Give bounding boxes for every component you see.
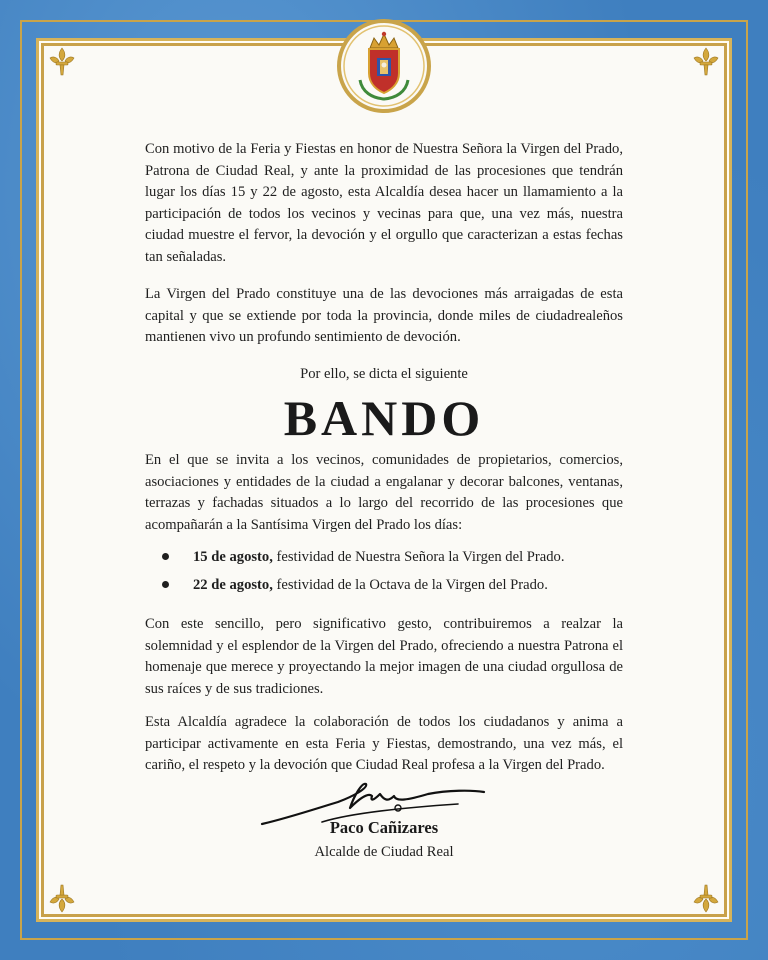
- list-item: [160, 543, 630, 571]
- paragraph-invitation: En el que se invita a los vecinos, comunidades de propietarios, comercios, asociaciones y entidades de la ciudad a engalanar y decorar balcones, ventanas, terrazas y fachadas situados a lo largo del recorrido de las procesiones que acompañarán a la Santísima Virgen del Prado los días:: [145, 452, 623, 533]
- paragraph-thanks: Esta Alcaldía agradece la colaboración de todos los ciudadanos y anima a participar activamente en esta Feria y Fiestas, demostrando, una vez más, el cariño, el respeto y la devoción que Ciudad Real profesa a la Virgen del Prado.: [145, 714, 623, 774]
- bullet-icon: [162, 581, 169, 588]
- fleur-de-lis-icon: [44, 880, 80, 916]
- paragraph-intro: Con motivo de la Feria y Fiestas en honor de Nuestra Señora la Virgen del Prado, Patrona de Ciudad Real, y ante la proximidad de las procesiones que tendrán lugar los días 15 y 22 de agosto, esta Alcaldía desea hacer un llamamiento a la participación de todos los vecinos y vecinas para que, una vez más, nuestra ciudad muestre el fervor, la devoción y el orgullo que caracterizan a estas fechas tan señaladas.: [145, 141, 623, 265]
- bullet-icon: [162, 553, 169, 560]
- date-description: festividad de la Octava de la Virgen del Prado.: [272, 577, 548, 593]
- bando-intro-text: Por ello, se dicta el siguiente: [300, 366, 468, 382]
- signer-name: Paco Cañizares: [329, 818, 439, 837]
- list-item: [160, 571, 630, 599]
- fleur-de-lis-icon: [688, 44, 724, 80]
- city-coat-of-arms-icon: [336, 18, 432, 114]
- date-label: 15 de agosto,: [193, 549, 273, 565]
- procession-dates-list: [160, 543, 630, 599]
- paragraph-devotion: La Virgen del Prado constituye una de las devociones más arraigadas de esta capital y que se extiende por toda la provincia, donde miles de ciudadrealeños mantienen vivo un profundo sentimiento de devoción.: [145, 286, 623, 346]
- fleur-de-lis-icon: [44, 44, 80, 80]
- date-description: festividad de Nuestra Señora la Virgen del Prado.: [272, 549, 565, 565]
- signer-title: Alcalde de Ciudad Real: [314, 844, 454, 860]
- paragraph-gesture: Con este sencillo, pero significativo gesto, contribuiremos a realzar la solemnidad y el esplendor de la Virgen del Prado, ofreciendo a nuestra Patrona el homenaje que merece y proyectando la mejor imagen de una ciudad orgullosa de sus raíces y de sus tradiciones.: [145, 616, 623, 697]
- date-label: 22 de agosto,: [193, 577, 273, 593]
- document-title: BANDO: [283, 390, 485, 446]
- fleur-de-lis-icon: [688, 880, 724, 916]
